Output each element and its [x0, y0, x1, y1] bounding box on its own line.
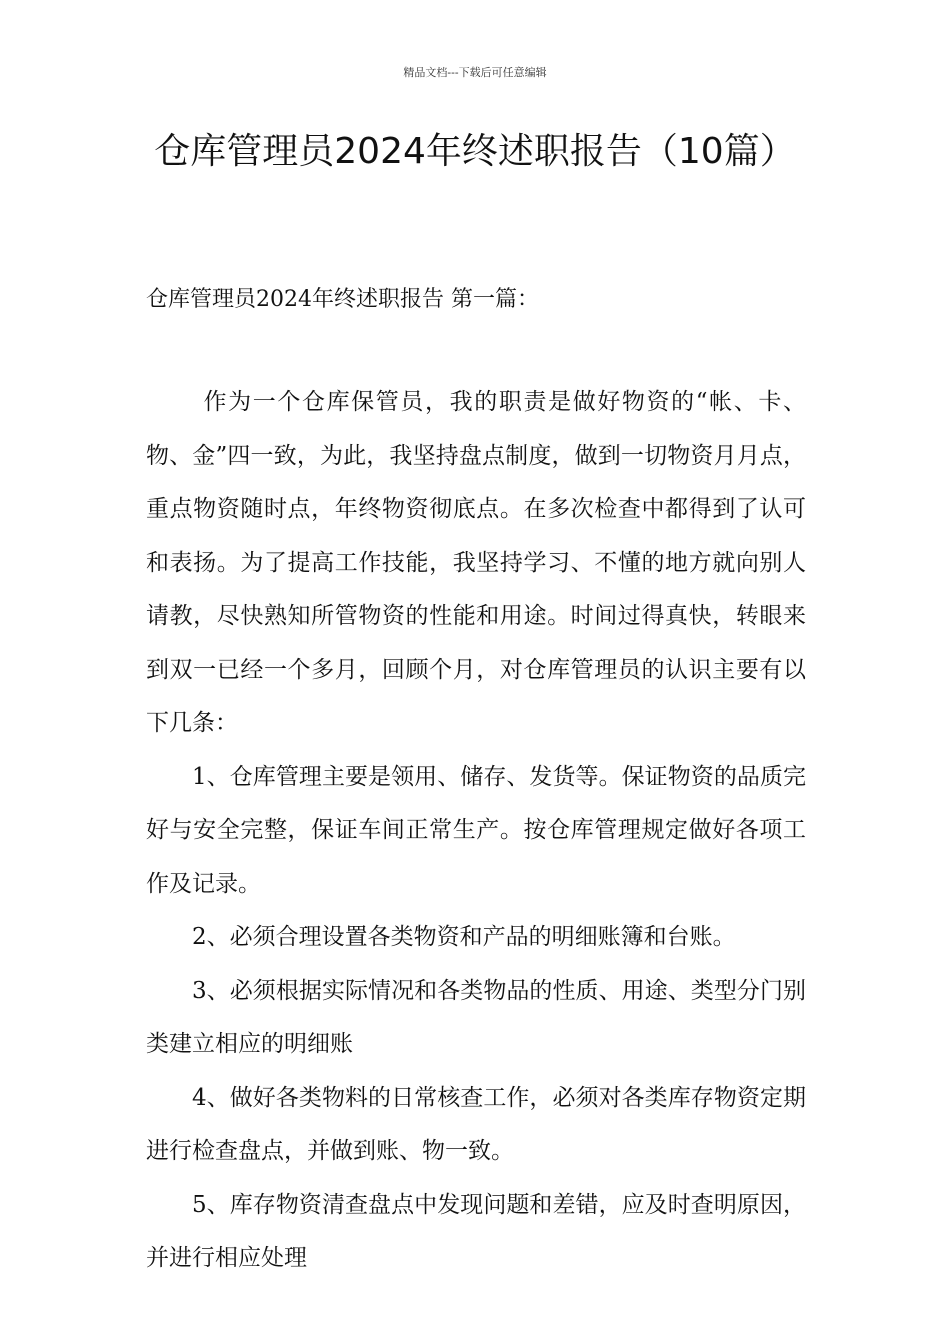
intro-paragraph: 作为一个仓库保管员，我的职责是做好物资的“帐、卡、物、金”四一致，为此，我坚持盘点制度，做到一切物资月月点，重点物资随时点，年终物资彻底点。在多次检查中都得到了认可和表扬。为了提高工作技能，我坚持学习、不懂的地方就向别人请教，尽快熟知所管物资的性能和用途。时间过得真快，转眼来到双一已经一个多月，回顾个月，对仓库管理员的认识主要有以下几条： — [146, 389, 806, 736]
list-item: 4、做好各类物料的日常核查工作，必须对各类库存物资定期进行检查盘点，并做到账、物一致。 — [146, 1084, 806, 1164]
list-item: 1、仓库管理主要是领用、储存、发货等。保证物资的品质完好与安全完整，保证车间正常生产。按仓库管理规定做好各项工作及记录。 — [146, 763, 806, 897]
list-item: 5、库存物资清查盘点中发现问题和差错，应及时查明原因，并进行相应处理 — [146, 1191, 806, 1271]
document-title: 仓库管理员2024年终述职报告（10篇） — [154, 131, 796, 172]
list-item: 2、必须合理设置各类物资和产品的明细账簿和台账。 — [192, 924, 736, 950]
document-body — [146, 376, 806, 1286]
list-item: 3、必须根据实际情况和各类物品的性质、用途、类型分门别类建立相应的明细账 — [146, 977, 806, 1057]
section-heading: 仓库管理员2024年终述职报告 第一篇： — [146, 287, 539, 312]
header-note: 精品文档---下载后可任意编辑 — [403, 66, 547, 79]
